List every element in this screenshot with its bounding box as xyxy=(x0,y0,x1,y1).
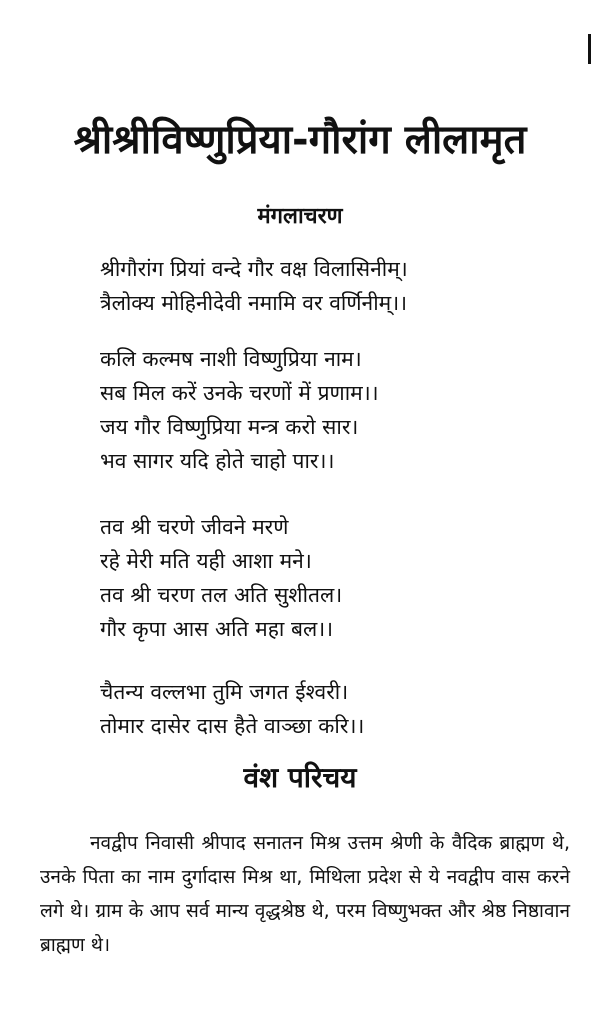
verse-line: त्रैलोक्य मोहिनीदेवी नमामि वर वर्णिनीम्।। xyxy=(100,291,408,315)
verse-line: तोमार दासेर दास हैते वाञ्छा करि।। xyxy=(100,714,365,738)
page-title: श्रीश्रीविष्णुप्रिया-गौरांग लीलामृत xyxy=(73,117,527,163)
verse-line: तव श्री चरण तल अति सुशीतल। xyxy=(100,583,343,607)
verse-line: चैतन्य वल्लभा तुमि जगत ईश्वरी। xyxy=(100,680,349,704)
verse-line: श्रीगौरांग प्रियां वन्दे गौर वक्ष विलासिनीम्। xyxy=(100,257,408,281)
verse-line: तव श्री चरणे जीवने मरणे xyxy=(100,515,289,539)
verse-line: गौर कृपा आस अति महा बल।। xyxy=(100,617,334,641)
verse-stanza-2 xyxy=(100,342,580,478)
verse-line: जय गौर विष्णुप्रिया मन्त्र करो सार। xyxy=(100,415,359,439)
verse-line: कलि कल्मष नाशी विष्णुप्रिया नाम। xyxy=(100,347,362,371)
verse-line: सब मिल करें उनके चरणों में प्रणाम।। xyxy=(100,381,379,405)
verse-stanza-3 xyxy=(100,510,580,646)
verse-stanza-4 xyxy=(100,675,580,743)
verse-line: रहे मेरी मति यही आशा मने। xyxy=(100,549,312,573)
section-heading: वंश परिचय xyxy=(243,761,357,794)
verse-line: भव सागर यदि होते चाहो पार।। xyxy=(100,449,335,473)
body-paragraph: नवद्वीप निवासी श्रीपाद सनातन मिश्र उत्तम श्रेणी के वैदिक ब्राह्मण थे, उनके पिता का नाम दुर्गादास मिश्र था, मिथिला प्रदेश से ये नवद्वीप वास करने लगे थे। ग्राम के आप सर्व मान्य वृद्धश्रेष्ठ थे, परम विष्णुभक्त और श्रेष्ठ निष्ठावान ब्राह्मण थे। xyxy=(40,832,570,956)
page-edge-mark xyxy=(588,34,591,64)
invocation-heading: मंगलाचरण xyxy=(257,204,343,229)
verse-stanza-1 xyxy=(100,252,580,320)
